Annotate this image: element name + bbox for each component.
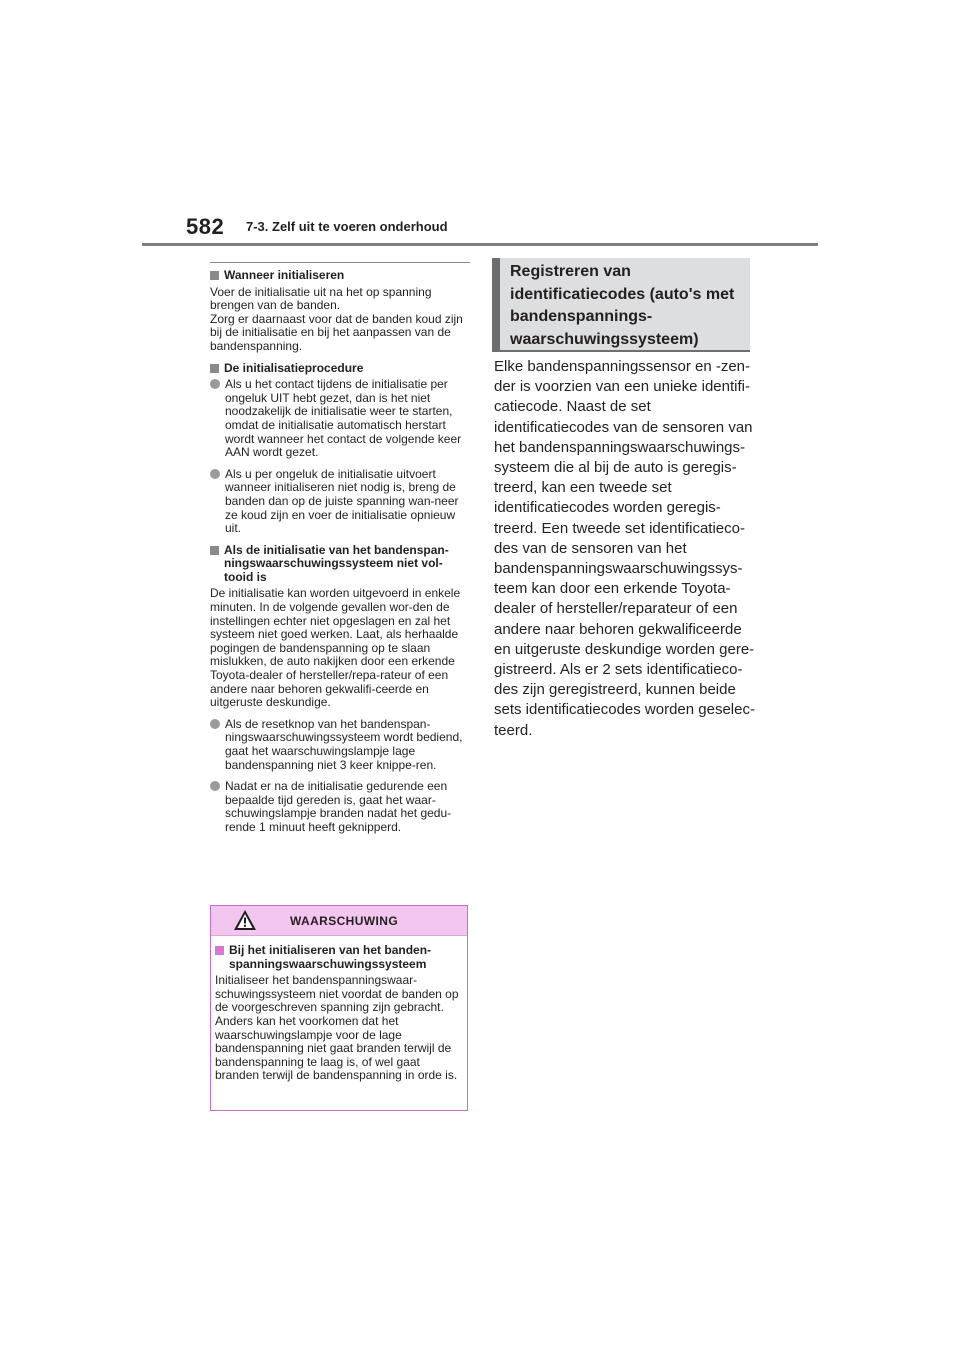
column-top-rule [210,262,470,263]
warning-title: WAARSCHUWING [289,914,399,928]
square-bullet-icon [210,364,219,373]
incomplete-text: De initialisatie kan worden uitgevoerd in enkele minuten. In de volgende gevallen wor-den de instellingen echter niet opgeslagen en zal het systeem niet goed werken. Laat, als herhaalde pogingen de bandenspanning op te slaan mislukken, de auto nakijken door een erkende Toyota-dealer of hersteller/repa-rateur of een andere naar behoren gekwalifi-ceerde en uitgeruste deskundige. [210,586,461,710]
incomplete-bullet-text: Als de resetknop van het bandenspan-ningswaarschuwingssysteem wordt bediend, gaat het waarschuwingslampje lage bandenspanning niet 3 keer knippe-ren. [225,716,463,772]
procedure-bullet-text: Als u het contact tijdens de initialisatie per ongeluk UIT hebt gezet, dan is het niet noodzakelijk de initialisatie weer te starten, omdat de initialisatie automatisch herstart wordt wanneer het contact de volgende keer AAN wordt gezet. [225,377,462,460]
when-heading [210,269,470,283]
square-bullet-icon [215,946,224,955]
incomplete-heading [210,544,470,585]
page-number: 582 [186,214,225,239]
incomplete-bullet-text: Nadat er na de initialisatie gedurende een bepaalde tijd gereden is, gaat het waar-schuwingslampje branden nadat het gedu-rende 1 minuut heeft geknipperd. [225,779,452,834]
procedure-heading [210,362,470,376]
warning-box [210,905,468,1111]
square-bullet-icon [210,271,219,280]
chapter-title: 7-3. Zelf uit te voeren onderhoud [246,219,448,234]
warning-header [211,906,467,936]
incomplete-heading-text: Als de initialisatie van het bandenspan-ningswaarschuwingssysteem niet vol-tooid is [224,542,449,584]
round-bullet-icon [210,379,220,389]
warning-heading [215,944,463,971]
right-heading-text: Registreren van identificatiecodes (auto's met bandenspannings-waarschuwingssysteem) [510,263,735,348]
procedure-bullet [210,378,470,460]
left-column [210,262,470,843]
round-bullet-icon [210,469,220,479]
when-heading-text: Wanneer initialiseren [224,268,345,282]
incomplete-bullet [210,718,470,772]
round-bullet-icon [210,719,220,729]
procedure-bullet-text: Als u per ongeluk de initialisatie uitvoert wanneer initialiseren niet nodig is, breng de banden dan op de juiste spanning wan-neer ze koud zijn en voer de initialisatie opnieuw uit. [225,466,459,536]
square-bullet-icon [210,546,219,555]
procedure-bullet [210,468,470,536]
procedure-heading-text: De initialisatieprocedure [224,360,364,375]
right-body-text: Elke bandenspanningssensor en -zen-der is voorzien van een unieke identifi-catiecode. Naast de set identificatiecodes van de sensoren van het bandenspanningswaarschuwings-systeem die al bij de auto is geregis-treerd, kan een tweede set identificatiecodes worden geregis-treerd. Een tweede set identificatieco-des van de sensoren van het bandenspanningswaarschuwingssys-teem kan door een erkende Toyota-dealer of hersteller/reparateur of een andere naar behoren gekwalificeerde en uitgeruste deskundige worden gere-gistreerd. Als er 2 sets identificatieco-des zijn geregistreerd, kunnen beide sets identificatiecodes worden geselec-teerd. [494,358,755,739]
warning-body [211,936,467,1083]
incomplete-bullet [210,780,470,834]
header-rule [142,243,818,246]
round-bullet-icon [210,781,220,791]
right-section-heading [492,258,750,352]
warning-text: Initialiseer het bandenspanningswaar-schuwingssysteem niet voordat de banden op de voorgeschreven spanning zijn gebracht. Anders kan het voorkomen dat het waarschuwingslampje voor de lage bandenspanning niet gaat branden terwijl de bandenspanning te laag is, of wel gaat branden terwijl de bandenspanning in orde is. [215,973,459,1083]
when-text: Voer de initialisatie uit na het op spanning brengen van de banden. Zorg er daarnaast voor dat de banden koud zijn bij de initialisatie en bij het aanpassen van de bandenspanning. [210,284,463,353]
warning-heading-text: Bij het initialiseren van het banden-spanningswaarschuwingssysteem [229,943,432,971]
